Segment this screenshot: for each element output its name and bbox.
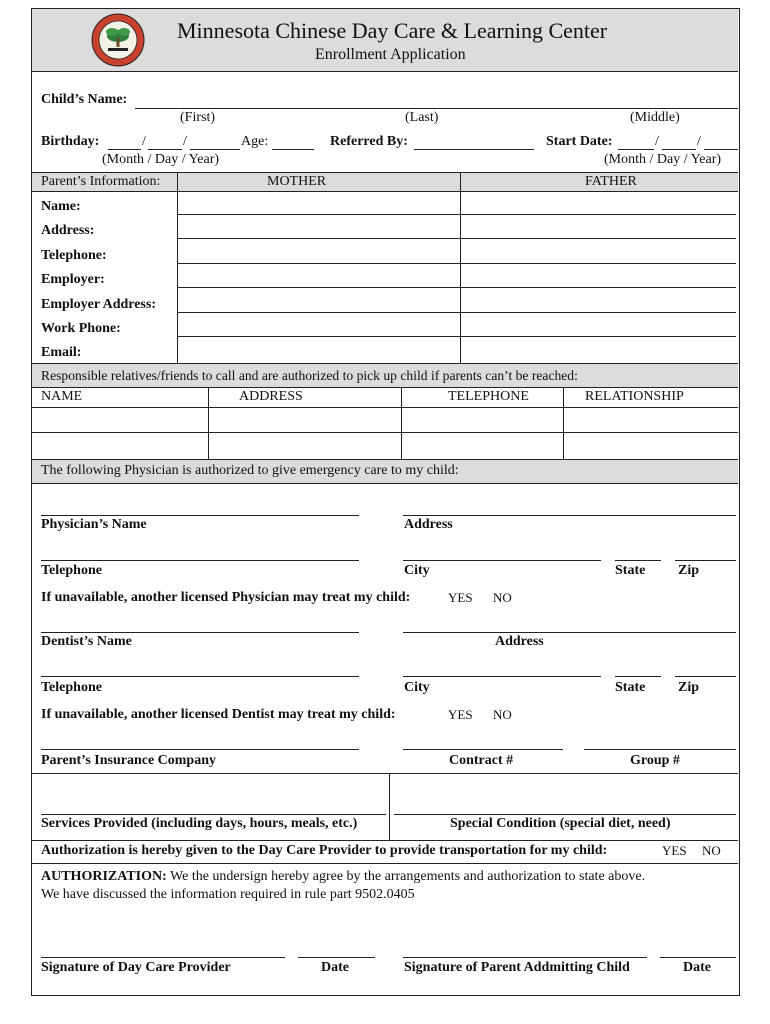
- school-logo-icon: [90, 12, 146, 68]
- physician-state-field[interactable]: [615, 560, 661, 561]
- authorization-text-1: We the undersign hereby agree by the arrangements and authorization to state above.: [170, 869, 646, 884]
- dentist-alt-yes[interactable]: YES: [448, 707, 473, 722]
- physician-zip-field[interactable]: [675, 560, 736, 561]
- birthday-year-field[interactable]: [190, 149, 240, 150]
- physician-alt-no[interactable]: NO: [493, 590, 512, 605]
- mother-employer-address-field[interactable]: [177, 312, 460, 313]
- birthday-month-field[interactable]: [108, 149, 141, 150]
- insurance-contract-field[interactable]: [403, 749, 563, 750]
- dentist-telephone-field[interactable]: [41, 676, 359, 677]
- mother-name-field[interactable]: [177, 214, 460, 215]
- parent-row-name: Name:: [41, 199, 81, 214]
- transport-no[interactable]: NO: [702, 843, 721, 858]
- father-telephone-field[interactable]: [460, 263, 736, 264]
- referred-by-label: Referred By:: [330, 134, 408, 149]
- mother-telephone-field[interactable]: [177, 263, 460, 264]
- insurance-contract-label: Contract #: [449, 753, 514, 768]
- dentist-telephone-label: Telephone: [41, 680, 102, 695]
- transport-yes[interactable]: YES: [662, 843, 687, 858]
- father-column-header: FATHER: [585, 174, 637, 189]
- parent-row-employer: Employer:: [41, 272, 105, 287]
- dentist-state-label: State: [615, 680, 646, 695]
- authorization-line-2: We have discussed the information required in rule part 9502.0405: [41, 887, 415, 902]
- dentist-alt-question: If unavailable, another licensed Dentist may treat my child:: [41, 707, 396, 722]
- parent-row-email: Email:: [41, 345, 82, 360]
- father-employer-field[interactable]: [460, 287, 736, 288]
- child-name-field[interactable]: [135, 108, 738, 109]
- relatives-row-1[interactable]: [32, 432, 738, 433]
- special-condition-label: Special Condition (special diet, need): [450, 816, 671, 831]
- provider-signature-field[interactable]: [41, 957, 285, 958]
- services-label: Services Provided (including days, hours, meals, etc.): [41, 816, 358, 831]
- physician-address-label: Address: [404, 517, 453, 532]
- start-slash-1: /: [655, 134, 659, 149]
- mother-column-header: MOTHER: [267, 174, 327, 189]
- physician-alt-question: If unavailable, another licensed Physician may treat my child:: [41, 590, 411, 605]
- physician-name-field[interactable]: [41, 515, 359, 516]
- parent-row-employer-address: Employer Address:: [41, 297, 156, 312]
- parent-row-work-phone: Work Phone:: [41, 321, 121, 336]
- relatives-col-address: ADDRESS: [239, 389, 303, 404]
- dentist-alt-no[interactable]: NO: [493, 707, 512, 722]
- authorization-label: AUTHORIZATION:: [41, 869, 167, 884]
- birthday-label: Birthday:: [41, 134, 100, 149]
- mother-employer-field[interactable]: [177, 287, 460, 288]
- physician-address-field[interactable]: [403, 515, 736, 516]
- special-condition-field[interactable]: [394, 814, 736, 815]
- physician-header: The following Physician is authorized to give emergency care to my child:: [41, 463, 459, 478]
- start-slash-2: /: [697, 134, 701, 149]
- parent-signature-label: Signature of Parent Addmitting Child: [404, 960, 630, 975]
- enrollment-form: [31, 8, 740, 996]
- start-date-format-caption: (Month / Day / Year): [604, 152, 722, 167]
- physician-name-label: Physician’s Name: [41, 517, 147, 532]
- father-address-field[interactable]: [460, 238, 736, 239]
- birthday-format-caption: (Month / Day / Year): [102, 152, 220, 167]
- authorization-line-1: [41, 869, 645, 885]
- mother-work-phone-field[interactable]: [177, 336, 460, 337]
- parent-date-field[interactable]: [660, 957, 736, 958]
- dentist-city-label: City: [404, 680, 430, 695]
- birthday-day-field[interactable]: [148, 149, 182, 150]
- mother-address-field[interactable]: [177, 238, 460, 239]
- physician-state-label: State: [615, 563, 646, 578]
- insurance-group-label: Group #: [630, 753, 680, 768]
- start-date-label: Start Date:: [546, 134, 613, 149]
- start-day-field[interactable]: [662, 149, 696, 150]
- parent-date-label: Date: [683, 960, 711, 975]
- middle-name-caption: (Middle): [630, 110, 680, 125]
- father-name-field[interactable]: [460, 214, 736, 215]
- form-subtitle: Enrollment Application: [315, 46, 466, 63]
- father-employer-address-field[interactable]: [460, 312, 736, 313]
- dentist-name-field[interactable]: [41, 632, 359, 633]
- birthday-slash-2: /: [183, 134, 187, 149]
- father-work-phone-field[interactable]: [460, 336, 736, 337]
- parent-info-label: Parent’s Information:: [41, 174, 161, 189]
- age-label: Age:: [241, 134, 269, 149]
- provider-date-label: Date: [321, 960, 349, 975]
- physician-city-field[interactable]: [403, 560, 601, 561]
- start-year-field[interactable]: [704, 149, 738, 150]
- dentist-address-field[interactable]: [403, 632, 736, 633]
- child-name-label: Child’s Name:: [41, 92, 128, 107]
- insurance-group-field[interactable]: [584, 749, 736, 750]
- relatives-col-relationship: RELATIONSHIP: [585, 389, 684, 404]
- first-name-caption: (First): [180, 110, 215, 125]
- services-field[interactable]: [41, 814, 386, 815]
- provider-signature-label: Signature of Day Care Provider: [41, 960, 231, 975]
- dentist-address-label: Address: [495, 634, 544, 649]
- referred-by-field[interactable]: [414, 149, 534, 150]
- insurance-company-field[interactable]: [41, 749, 359, 750]
- physician-telephone-label: Telephone: [41, 563, 102, 578]
- last-name-caption: (Last): [405, 110, 439, 125]
- relatives-col-name: NAME: [41, 389, 83, 404]
- physician-telephone-field[interactable]: [41, 560, 359, 561]
- parent-row-address: Address:: [41, 223, 95, 238]
- transport-authorization-text: Authorization is hereby given to the Day Care Provider to provide transportation for my child:: [41, 843, 608, 858]
- form-title: Minnesota Chinese Day Care & Learning Center: [177, 18, 608, 43]
- dentist-city-field[interactable]: [403, 676, 601, 677]
- relatives-col-telephone: TELEPHONE: [448, 389, 529, 404]
- parent-row-telephone: Telephone:: [41, 248, 107, 263]
- dentist-state-field[interactable]: [615, 676, 661, 677]
- dentist-zip-label: Zip: [678, 680, 700, 695]
- start-month-field[interactable]: [618, 149, 654, 150]
- relatives-header: Responsible relatives/friends to call and are authorized to pick up child if parents can’t be reached:: [41, 368, 578, 383]
- physician-zip-label: Zip: [678, 563, 700, 578]
- physician-city-label: City: [404, 563, 430, 578]
- parent-signature-field[interactable]: [403, 957, 647, 958]
- physician-alt-yes[interactable]: YES: [448, 590, 473, 605]
- birthday-slash-1: /: [142, 134, 146, 149]
- insurance-company-label: Parent’s Insurance Company: [41, 753, 217, 768]
- dentist-name-label: Dentist’s Name: [41, 634, 132, 649]
- provider-date-field[interactable]: [298, 957, 375, 958]
- dentist-zip-field[interactable]: [675, 676, 736, 677]
- age-field[interactable]: [272, 149, 314, 150]
